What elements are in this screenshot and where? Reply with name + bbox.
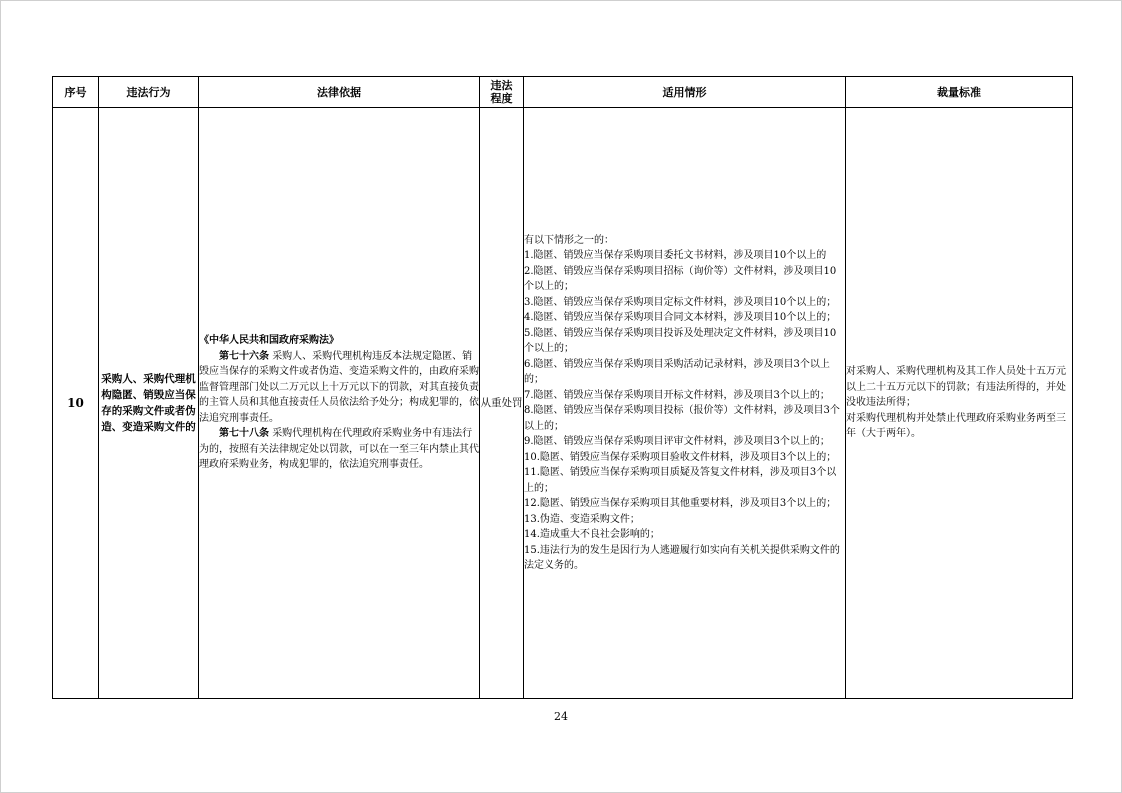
list-item: 9.隐匿、销毁应当保存采购项目评审文件材料，涉及项目3个以上的； <box>524 436 830 447</box>
list-item: 8.隐匿、销毁应当保存采购项目投标（报价等）文件材料，涉及项目3个以上的； <box>524 405 840 432</box>
article-76-text: 采购人、采购代理机构违反本法规定隐匿、销毁应当保存的采购文件或者伪造、变造采购文件的，由政府采购监督管理部门处以二万元以上十万元以下的罚款，对其直接负责的主管人员和其他直接责任人员依法给予处分；构成犯罪的，依法追究刑事责任。 <box>199 350 479 424</box>
situation-list <box>524 248 845 574</box>
header-situation: 适用情形 <box>524 77 846 108</box>
header-basis: 法律依据 <box>199 77 480 108</box>
table-row <box>53 108 1073 699</box>
article-76 <box>199 349 479 427</box>
legal-basis <box>199 108 480 699</box>
article-78 <box>199 426 479 473</box>
list-item: 13.伪造、变造采购文件； <box>524 513 640 525</box>
violation-act: 采购人、采购代理机构隐匿、销毁应当保存的采购文件或者伪造、变造采购文件的 <box>99 108 199 699</box>
header-degree: 违法程度 <box>480 77 524 108</box>
law-title: 《中华人民共和国政府采购法》 <box>199 335 339 347</box>
list-item: 14.造成重大不良社会影响的； <box>524 529 660 540</box>
list-item: 1.隐匿、销毁应当保存采购项目委托文书材料，涉及项目10个以上的 <box>524 250 827 261</box>
article-76-number: 第七十六条 <box>219 350 269 362</box>
page-number: 24 <box>554 710 568 723</box>
violation-degree: 从重处罚 <box>480 108 524 699</box>
list-item: 11.隐匿、销毁应当保存采购项目质疑及答复文件材料，涉及项目3个以上的； <box>524 467 837 494</box>
list-item: 7.隐匿、销毁应当保存采购项目开标文件材料，涉及项目3个以上的； <box>524 389 830 401</box>
list-item: 6.隐匿、销毁应当保存采购项目采购活动记录材料，涉及项目3个以上的； <box>524 358 830 385</box>
header-no: 序号 <box>53 77 99 108</box>
penalty-standard-table <box>52 76 1073 699</box>
header-penalty: 裁量标准 <box>846 77 1073 108</box>
applicable-situations <box>524 108 846 699</box>
article-78-text: 采购代理机构在代理政府采购业务中有违法行为的，按照有关法律规定处以罚款，可以在一至三年内禁止其代理政府采购业务，构成犯罪的，依法追究刑事责任。 <box>199 428 479 471</box>
list-item: 4.隐匿、销毁应当保存采购项目合同文本材料，涉及项目10个以上的； <box>524 312 837 323</box>
list-item: 15.违法行为的发生是因行为人逃避履行如实向有关机关提供采购文件的法定义务的。 <box>524 544 840 571</box>
penalty-standard <box>846 108 1073 699</box>
article-78-number: 第七十八条 <box>219 428 269 440</box>
situation-intro: 有以下情形之一的： <box>524 234 614 246</box>
table-header-row <box>53 77 1073 108</box>
header-act: 违法行为 <box>99 77 199 108</box>
penalty-line-2: 对采购代理机构并处禁止代理政府采购业务两至三年（大于两年）。 <box>846 412 1066 440</box>
penalty-line-1: 对采购人、采购代理机构及其工作人员处十五万元以上二十五万元以下的罚款；有违法所得的，并处没收违法所得； <box>846 366 1066 409</box>
list-item: 3.隐匿、销毁应当保存采购项目定标文件材料，涉及项目10个以上的； <box>524 296 837 308</box>
list-item: 5.隐匿、销毁应当保存采购项目投诉及处理决定文件材料，涉及项目10个以上的； <box>524 327 837 354</box>
list-item: 12.隐匿、销毁应当保存采购项目其他重要材料，涉及项目3个以上的； <box>524 498 837 509</box>
list-item: 10.隐匿、销毁应当保存采购项目验收文件材料，涉及项目3个以上的； <box>524 451 837 463</box>
row-number: 10 <box>53 108 99 699</box>
list-item: 2.隐匿、销毁应当保存采购项目招标（询价等）文件材料，涉及项目10个以上的； <box>524 265 837 292</box>
